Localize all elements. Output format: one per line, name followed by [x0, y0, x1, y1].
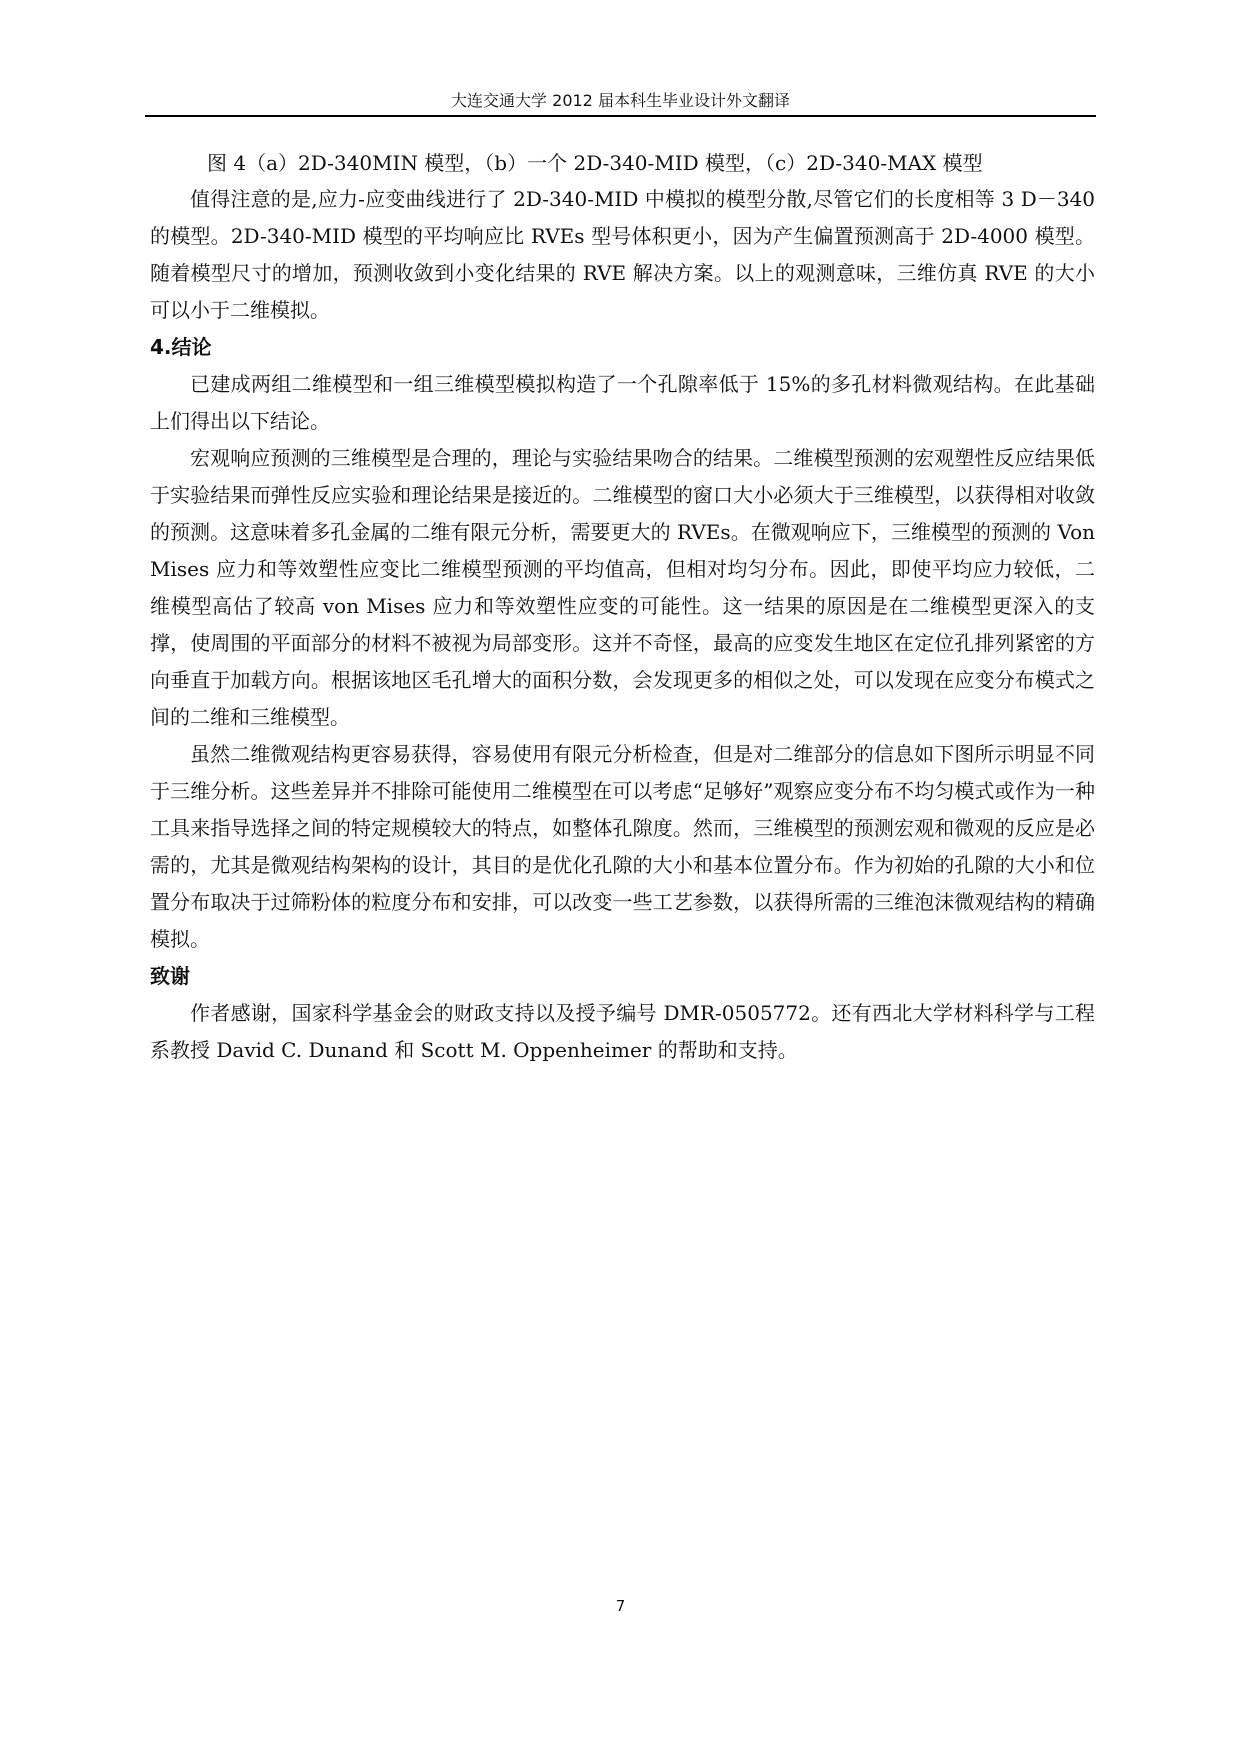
figure-caption: 图 4（a）2D-340MIN 模型，（b）一个 2D-340-MID 模型，（c）2D-340-MAX 模型 [207, 151, 983, 175]
header-divider [145, 115, 1096, 117]
section-heading-acknowledgement: 致谢 [150, 964, 190, 988]
paragraph-conclusion-intro: 已建成两组二维模型和一组三维模型模拟构造了一个孔隙率低于 15%的多孔材料微观结构。在此基础上们得出以下结论。 [150, 372, 1095, 433]
paragraph-conclusion-results: 宏观响应预测的三维模型是合理的，理论与实验结果吻合的结果。二维模型预测的宏观塑性反应结果低于实验结果而弹性反应实验和理论结果是接近的。二维模型的窗口大小必须大于三维模型，以获得相对收敛的预测。这意味着多孔金属的二维有限元分析，需要更大的 RVEs。在微观响应下，三维模型的预测的 Von Mises 应力和等效塑性应变比二维模型预测的平均值高，但相对均匀分布。因此，即使平均应力较低，二维模型高估了较高 von Mises 应力和等效塑性应变的可能性。这一结果的原因是在二维模型更深入的支撑，使周围的平面部分的材料不被视为局部变形。这并不奇怪，最高的应变发生地区在定位孔排列紧密的方向垂直于加载方向。根据该地区毛孔增大的面积分数，会发现更多的相似之处，可以发现在应变分布模式之间的二维和三维模型。 [150, 446, 1095, 729]
paragraph-acknowledgement: 作者感谢，国家科学基金会的财政支持以及授予编号 DMR-0505772。还有西北大学材料科学与工程系教授 David C. Dunand 和 Scott M. Oppenheimer 的帮助和支持。 [150, 1001, 1095, 1062]
page-header: 大连交通大学 2012 届本科生毕业设计外文翻译 [451, 91, 790, 110]
section-heading-conclusion: 4.结论 [150, 335, 212, 359]
document-body [150, 145, 1095, 1069]
paragraph-conclusion-discussion: 虽然二维微观结构更容易获得，容易使用有限元分析检查，但是对二维部分的信息如下图所示明显不同于三维分析。这些差异并不排除可能使用二维模型在可以考虑“足够好”观察应变分布不均匀模式或作为一种工具来指导选择之间的特定规模较大的特点，如整体孔隙度。然而，三维模型的预测宏观和微观的反应是必需的，尤其是微观结构架构的设计，其目的是优化孔隙的大小和基本位置分布。作为初始的孔隙的大小和位置分布取决于过筛粉体的粒度分布和安排，可以改变一些工艺参数，以获得所需的三维泡沫微观结构的精确模拟。 [150, 742, 1095, 951]
page-number: 7 [615, 1597, 626, 1615]
paragraph-model-size: 值得注意的是,应力-应变曲线进行了 2D-340-MID 中模拟的模型分散,尽管它们的长度相等 3 D－340 的模型。2D-340-MID 模型的平均响应比 RVEs 型号体积更小，因为产生偏置预测高于 2D-4000 模型。随着模型尺寸的增加，预测收敛到小变化结果的 RVE 解决方案。以上的观测意味，三维仿真 RVE 的大小可以小于二维模拟。 [150, 187, 1095, 322]
